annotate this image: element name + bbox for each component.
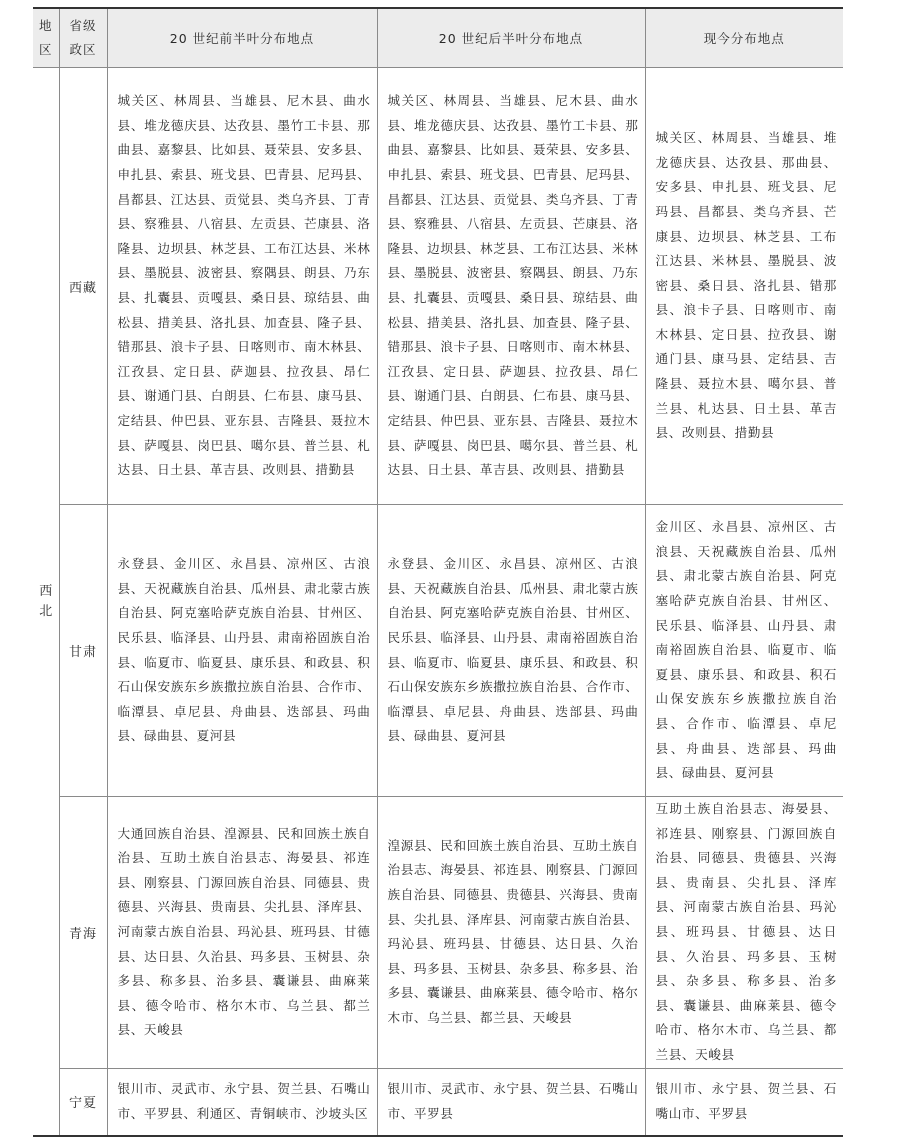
distribution-table-sheet xyxy=(33,7,843,1137)
table-row xyxy=(33,68,843,505)
header-province: 省级政区 xyxy=(59,8,107,68)
province-cell: 西藏 xyxy=(59,68,107,505)
now-places-cell: 金川区、永昌县、凉州区、古浪县、天祝藏族自治县、瓜州县、肃北蒙古族自治县、阿克塞哈萨克族自治县、甘州区、民乐县、临泽县、山丹县、肃南裕固族自治县、临夏市、临夏县、康乐县、和政县、积石山保安族东乡族撒拉族自治县、合作市、临潭县、卓尼县、舟曲县、迭部县、玛曲县、碌曲县、夏河县 xyxy=(645,505,843,797)
table-header-row xyxy=(33,8,843,68)
region-cell: 西北 xyxy=(33,68,59,1137)
distribution-table xyxy=(33,7,843,1137)
late-places-cell: 湟源县、民和回族土族自治县、互助土族自治县志、海晏县、祁连县、刚察县、门源回族自治县、同德县、贵德县、兴海县、贵南县、尖扎县、泽库县、河南蒙古族自治县、玛沁县、班玛县、甘德县、达日县、久治县、玛多县、玉树县、杂多县、称多县、治多县、囊谦县、曲麻莱县、德令哈市、格尔木市、乌兰县、都兰县、天峻县 xyxy=(377,797,645,1069)
late-places-cell: 城关区、林周县、当雄县、尼木县、曲水县、堆龙德庆县、达孜县、墨竹工卡县、那曲县、嘉黎县、比如县、聂荣县、安多县、申扎县、索县、班戈县、巴青县、尼玛县、昌都县、江达县、贡觉县、类乌齐县、丁青县、察雅县、八宿县、左贡县、芒康县、洛隆县、边坝县、林芝县、工布江达县、米林县、墨脱县、波密县、察隅县、朗县、乃东县、扎囊县、贡嘎县、桑日县、琼结县、曲松县、措美县、洛扎县、加查县、隆子县、错那县、浪卡子县、日喀则市、南木林县、江孜县、定日县、萨迦县、拉孜县、昂仁县、谢通门县、白朗县、仁布县、康马县、定结县、仲巴县、亚东县、吉隆县、聂拉木县、萨嘎县、岗巴县、噶尔县、普兰县、札达县、日土县、革吉县、改则县、措勤县 xyxy=(377,68,645,505)
header-region: 地区 xyxy=(33,8,59,68)
header-late: 20 世纪后半叶分布地点 xyxy=(377,8,645,68)
now-places-cell: 银川市、永宁县、贺兰县、石嘴山市、平罗县 xyxy=(645,1068,843,1136)
table-row xyxy=(33,1068,843,1136)
table-row xyxy=(33,797,843,1069)
early-places-cell: 大通回族自治县、湟源县、民和回族土族自治县、互助土族自治县志、海晏县、祁连县、刚察县、门源回族自治县、同德县、贵德县、兴海县、贵南县、尖扎县、泽库县、河南蒙古族自治县、玛沁县、班玛县、甘德县、达日县、久治县、玛多县、玉树县、杂多县、称多县、治多县、囊谦县、曲麻莱县、德令哈市、格尔木市、乌兰县、都兰县、天峻县 xyxy=(107,797,377,1069)
province-cell: 甘肃 xyxy=(59,505,107,797)
late-places-cell: 永登县、金川区、永昌县、凉州区、古浪县、天祝藏族自治县、瓜州县、肃北蒙古族自治县、阿克塞哈萨克族自治县、甘州区、民乐县、临泽县、山丹县、肃南裕固族自治县、临夏市、临夏县、康乐县、和政县、积石山保安族东乡族撒拉族自治县、合作市、临潭县、卓尼县、舟曲县、迭部县、玛曲县、碌曲县、夏河县 xyxy=(377,505,645,797)
now-places-cell: 互助土族自治县志、海晏县、祁连县、刚察县、门源回族自治县、同德县、贵德县、兴海县、贵南县、尖扎县、泽库县、河南蒙古族自治县、玛沁县、班玛县、甘德县、达日县、久治县、玛多县、玉树县、杂多县、称多县、治多县、囊谦县、曲麻莱县、德令哈市、格尔木市、乌兰县、都兰县、天峻县 xyxy=(645,797,843,1069)
late-places-cell: 银川市、灵武市、永宁县、贺兰县、石嘴山市、平罗县 xyxy=(377,1068,645,1136)
header-early: 20 世纪前半叶分布地点 xyxy=(107,8,377,68)
early-places-cell: 城关区、林周县、当雄县、尼木县、曲水县、堆龙德庆县、达孜县、墨竹工卡县、那曲县、嘉黎县、比如县、聂荣县、安多县、申扎县、索县、班戈县、巴青县、尼玛县、昌都县、江达县、贡觉县、类乌齐县、丁青县、察雅县、八宿县、左贡县、芒康县、洛隆县、边坝县、林芝县、工布江达县、米林县、墨脱县、波密县、察隅县、朗县、乃东县、扎囊县、贡嘎县、桑日县、琼结县、曲松县、措美县、洛扎县、加查县、隆子县、错那县、浪卡子县、日喀则市、南木林县、江孜县、定日县、萨迦县、拉孜县、昂仁县、谢通门县、白朗县、仁布县、康马县、定结县、仲巴县、亚东县、吉隆县、聂拉木县、萨嘎县、岗巴县、噶尔县、普兰县、札达县、日土县、革吉县、改则县、措勤县 xyxy=(107,68,377,505)
early-places-cell: 银川市、灵武市、永宁县、贺兰县、石嘴山市、平罗县、利通区、青铜峡市、沙坡头区 xyxy=(107,1068,377,1136)
table-row xyxy=(33,505,843,797)
now-places-cell: 城关区、林周县、当雄县、堆龙德庆县、达孜县、那曲县、安多县、申扎县、班戈县、尼玛县、昌都县、类乌齐县、芒康县、边坝县、林芝县、工布江达县、米林县、墨脱县、波密县、桑日县、洛扎县、错那县、浪卡子县、日喀则市、南木林县、定日县、拉孜县、谢通门县、康马县、定结县、吉隆县、聂拉木县、噶尔县、普兰县、札达县、日土县、革吉县、改则县、措勤县 xyxy=(645,68,843,505)
province-cell: 青海 xyxy=(59,797,107,1069)
early-places-cell: 永登县、金川区、永昌县、凉州区、古浪县、天祝藏族自治县、瓜州县、肃北蒙古族自治县、阿克塞哈萨克族自治县、甘州区、民乐县、临泽县、山丹县、肃南裕固族自治县、临夏市、临夏县、康乐县、和政县、积石山保安族东乡族撒拉族自治县、合作市、临潭县、卓尼县、舟曲县、迭部县、玛曲县、碌曲县、夏河县 xyxy=(107,505,377,797)
province-cell: 宁夏 xyxy=(59,1068,107,1136)
header-now: 现今分布地点 xyxy=(645,8,843,68)
